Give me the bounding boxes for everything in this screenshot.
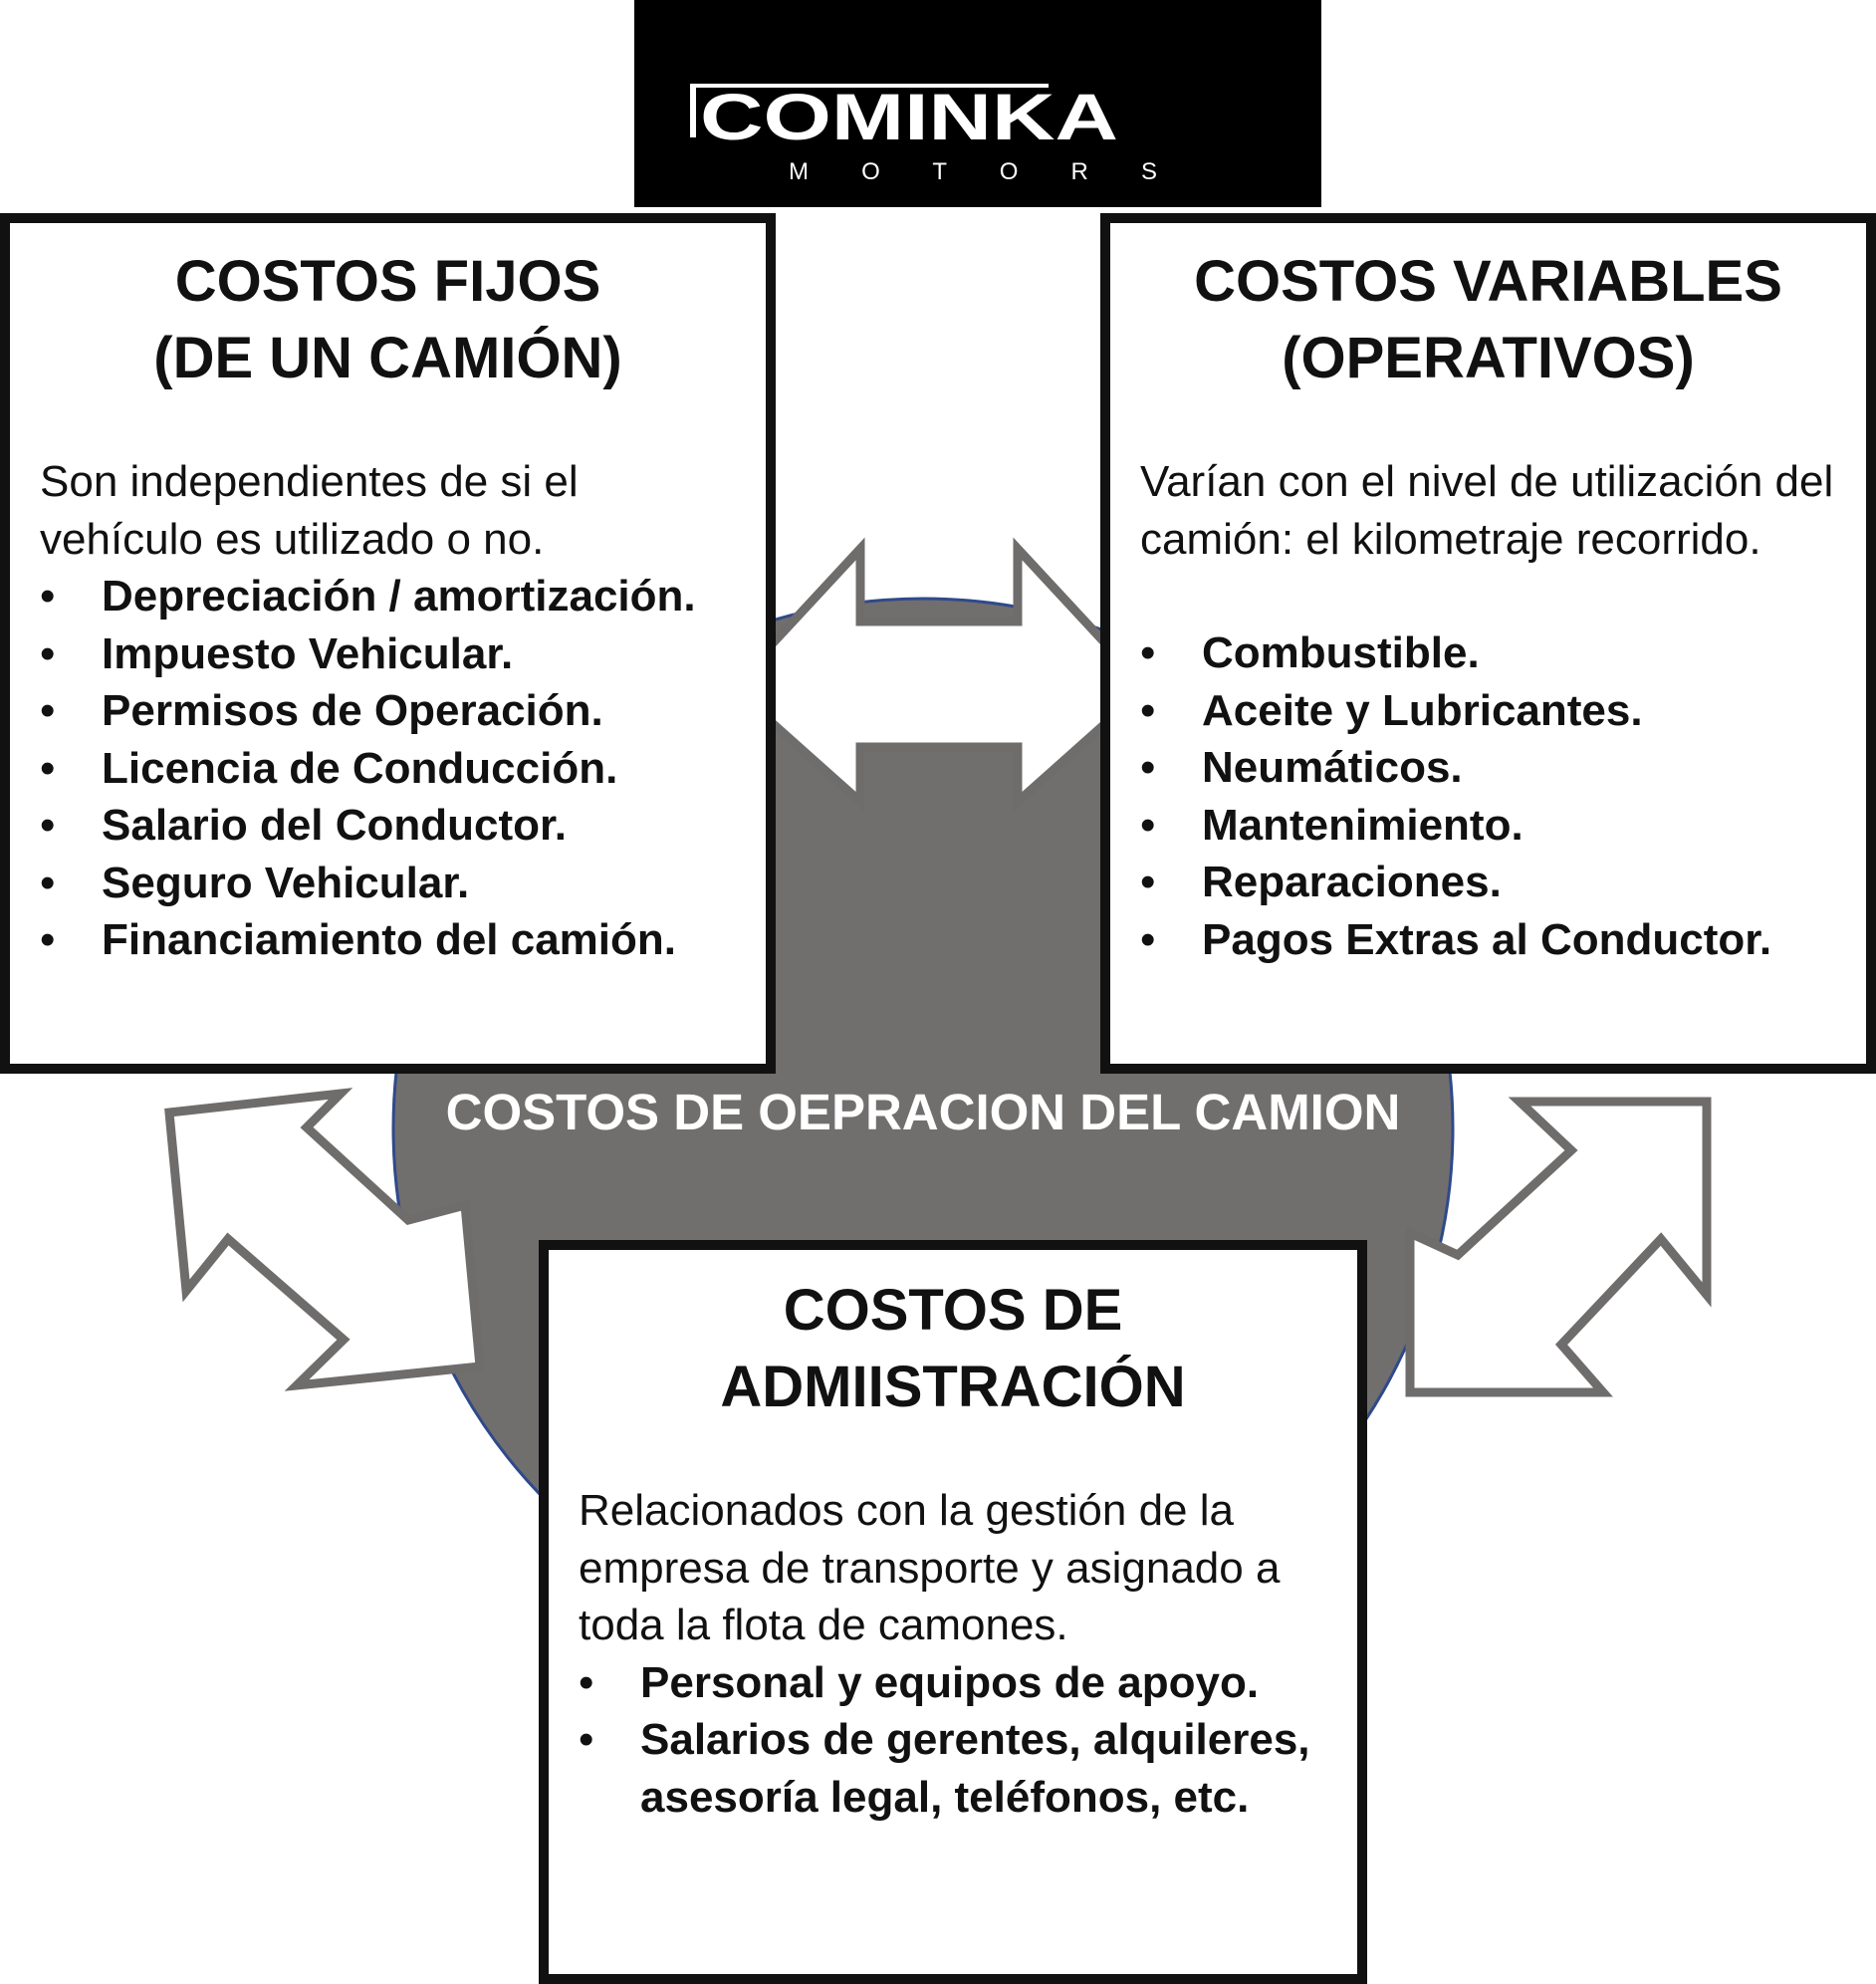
list-item: • Reparaciones. xyxy=(1140,854,1836,911)
admin-costs-title-line1: COSTOS DE xyxy=(783,1278,1123,1343)
admin-costs-title xyxy=(579,1272,1327,1425)
variable-costs-description: Varían con el nivel de utilización del camión: el kilometraje recorrido. xyxy=(1140,457,1834,564)
admin-costs-list xyxy=(579,1654,1327,1827)
list-item: • Mantenimiento. xyxy=(1140,797,1836,855)
fixed-costs-title-line2: (DE UN CAMIÓN) xyxy=(153,326,622,390)
logo-brand-text: COMINKA xyxy=(700,80,1118,153)
diagram-title: COSTOS DE OEPRACION DEL CAMION xyxy=(445,1084,1401,1140)
fixed-costs-title-line1: COSTOS FIJOS xyxy=(174,249,601,314)
list-item: • Licencia de Conducción. xyxy=(40,740,736,798)
list-item: • Salario del Conductor. xyxy=(40,797,736,855)
logo-accent-bar xyxy=(690,84,696,137)
list-item: • Impuesto Vehicular. xyxy=(40,625,736,683)
variable-costs-title-line1: COSTOS VARIABLES xyxy=(1194,249,1782,314)
variable-costs-title xyxy=(1140,243,1836,396)
list-item: • Pagos Extras al Conductor. xyxy=(1140,911,1836,969)
variable-costs-box xyxy=(1100,213,1876,1074)
fixed-costs-box xyxy=(0,213,776,1074)
admin-costs-title-line2: ADMIISTRACIÓN xyxy=(720,1355,1186,1419)
admin-costs-box xyxy=(539,1240,1367,1984)
admin-costs-description: Relacionados con la gestión de la empresa de transporte y asignado a toda la flota de camones. xyxy=(579,1486,1281,1649)
fixed-costs-list xyxy=(40,568,736,969)
logo xyxy=(634,0,1321,207)
variable-costs-list xyxy=(1140,624,1836,968)
list-item: • Depreciación / amortización. xyxy=(40,568,736,625)
list-item: • Permisos de Operación. xyxy=(40,682,736,740)
list-item: • Aceite y Lubricantes. xyxy=(1140,682,1836,740)
list-item: • Neumáticos. xyxy=(1140,739,1836,797)
list-item: • Personal y equipos de apoyo. xyxy=(579,1654,1327,1712)
fixed-costs-title xyxy=(40,243,736,396)
list-item: • Seguro Vehicular. xyxy=(40,855,736,912)
right-diagonal-double-arrow xyxy=(1410,1102,1707,1392)
list-item: • Financiamiento del camión. xyxy=(40,911,736,969)
logo-sub-text: M O T O R S xyxy=(789,158,1157,185)
list-item: • Combustible. xyxy=(1140,624,1836,682)
fixed-costs-description: Son independientes de si el vehículo es utilizado o no. xyxy=(40,457,579,564)
list-item: • Salarios de gerentes, alquileres, asesoría legal, teléfonos, etc. xyxy=(579,1711,1327,1826)
variable-costs-title-line2: (OPERATIVOS) xyxy=(1282,326,1695,390)
logo-graphic xyxy=(634,0,1321,207)
